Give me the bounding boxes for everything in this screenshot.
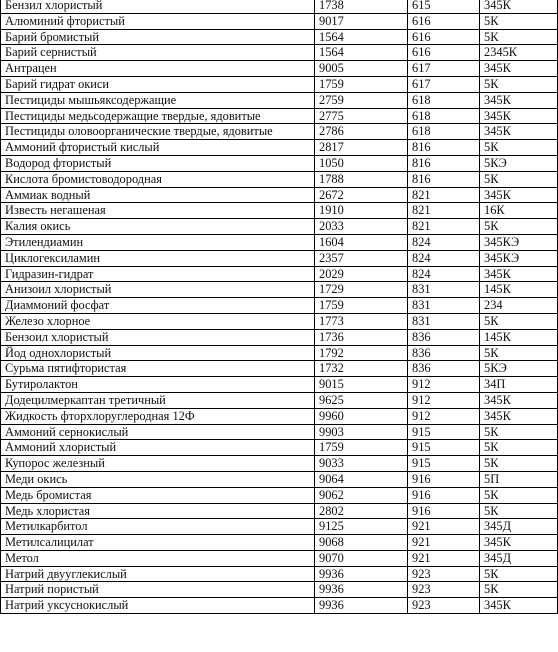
cell-code: 1759 — [315, 76, 408, 92]
cell-group: 831 — [408, 298, 480, 314]
table-row — [1, 124, 558, 140]
cell-code: 1736 — [315, 329, 408, 345]
cell-class: 345КЭ — [480, 234, 558, 250]
cell-class: 345К — [480, 187, 558, 203]
cell-group: 816 — [408, 155, 480, 171]
cell-group: 821 — [408, 219, 480, 235]
table-row — [1, 45, 558, 61]
cell-code: 9062 — [315, 487, 408, 503]
cell-code: 1050 — [315, 155, 408, 171]
table-row — [1, 76, 558, 92]
cell-substance-name: Пестициды оловоорганические твердые, ядовитые — [1, 124, 315, 140]
cell-group: 617 — [408, 76, 480, 92]
cell-substance-name: Бутиролактон — [1, 377, 315, 393]
cell-group: 616 — [408, 29, 480, 45]
cell-code: 9936 — [315, 598, 408, 614]
table-row — [1, 329, 558, 345]
cell-class: 5К — [480, 219, 558, 235]
cell-class: 234 — [480, 298, 558, 314]
cell-substance-name: Пестициды мышьяксодержащие — [1, 92, 315, 108]
cell-code: 9936 — [315, 566, 408, 582]
cell-substance-name: Медь бромистая — [1, 487, 315, 503]
cell-class: 345К — [480, 408, 558, 424]
table-row — [1, 187, 558, 203]
cell-code: 2775 — [315, 108, 408, 124]
cell-code: 2029 — [315, 266, 408, 282]
cell-class: 345КЭ — [480, 250, 558, 266]
cell-code: 2786 — [315, 124, 408, 140]
cell-group: 915 — [408, 456, 480, 472]
cell-group: 921 — [408, 535, 480, 551]
cell-group: 831 — [408, 282, 480, 298]
cell-group: 617 — [408, 61, 480, 77]
cell-code: 2802 — [315, 503, 408, 519]
cell-code: 1604 — [315, 234, 408, 250]
table-row — [1, 503, 558, 519]
cell-class: 5К — [480, 487, 558, 503]
cell-class: 34П — [480, 377, 558, 393]
table-row — [1, 234, 558, 250]
cell-group: 824 — [408, 266, 480, 282]
cell-code: 9033 — [315, 456, 408, 472]
cell-substance-name: Метол — [1, 550, 315, 566]
cell-substance-name: Гидразин-гидрат — [1, 266, 315, 282]
cell-group: 615 — [408, 0, 480, 13]
cell-substance-name: Барий гидрат окиси — [1, 76, 315, 92]
cell-substance-name: Циклогексиламин — [1, 250, 315, 266]
cell-code: 9015 — [315, 377, 408, 393]
cell-substance-name: Аммоний фтористый кислый — [1, 140, 315, 156]
cell-class: 345К — [480, 392, 558, 408]
cell-substance-name: Этилендиамин — [1, 234, 315, 250]
cell-substance-name: Додецилмеркаптан третичный — [1, 392, 315, 408]
table-row — [1, 140, 558, 156]
cell-group: 916 — [408, 471, 480, 487]
table-row — [1, 155, 558, 171]
table-row — [1, 377, 558, 393]
cell-substance-name: Алюминий фтористый — [1, 13, 315, 29]
cell-class: 5КЭ — [480, 361, 558, 377]
table-row — [1, 29, 558, 45]
cell-substance-name: Водород фтористый — [1, 155, 315, 171]
cell-class: 345К — [480, 0, 558, 13]
cell-class: 5К — [480, 313, 558, 329]
cell-code: 1773 — [315, 313, 408, 329]
cell-class: 5К — [480, 424, 558, 440]
cell-class: 145К — [480, 282, 558, 298]
cell-group: 921 — [408, 519, 480, 535]
cell-substance-name: Натрий уксуснокислый — [1, 598, 315, 614]
cell-group: 915 — [408, 440, 480, 456]
table-row — [1, 471, 558, 487]
table-row — [1, 456, 558, 472]
cell-substance-name: Йод однохлористый — [1, 345, 315, 361]
cell-code: 1564 — [315, 29, 408, 45]
cell-group: 831 — [408, 313, 480, 329]
cell-class: 345К — [480, 598, 558, 614]
table-body — [1, 0, 558, 614]
cell-code: 1759 — [315, 440, 408, 456]
table-row — [1, 345, 558, 361]
table-row — [1, 203, 558, 219]
cell-class: 5К — [480, 76, 558, 92]
cell-substance-name: Купорос железный — [1, 456, 315, 472]
cell-substance-name: Аммоний хлористый — [1, 440, 315, 456]
cell-class: 5К — [480, 456, 558, 472]
cell-class: 2345К — [480, 45, 558, 61]
cell-substance-name: Кислота бромистоводородная — [1, 171, 315, 187]
table-row — [1, 108, 558, 124]
cell-class: 145К — [480, 329, 558, 345]
cell-group: 821 — [408, 187, 480, 203]
table-row — [1, 408, 558, 424]
table-row — [1, 92, 558, 108]
cell-class: 5К — [480, 29, 558, 45]
cell-code: 1788 — [315, 171, 408, 187]
cell-substance-name: Аммиак водный — [1, 187, 315, 203]
table-row — [1, 535, 558, 551]
cell-code: 1910 — [315, 203, 408, 219]
cell-group: 912 — [408, 392, 480, 408]
cell-code: 2672 — [315, 187, 408, 203]
cell-group: 912 — [408, 408, 480, 424]
cell-code: 9070 — [315, 550, 408, 566]
cell-class: 345К — [480, 124, 558, 140]
cell-class: 5К — [480, 566, 558, 582]
cell-code: 9125 — [315, 519, 408, 535]
cell-group: 816 — [408, 140, 480, 156]
cell-class: 5КЭ — [480, 155, 558, 171]
cell-group: 916 — [408, 503, 480, 519]
cell-code: 9064 — [315, 471, 408, 487]
cell-group: 836 — [408, 361, 480, 377]
table-row — [1, 13, 558, 29]
cell-group: 816 — [408, 171, 480, 187]
cell-group: 923 — [408, 598, 480, 614]
table-row — [1, 598, 558, 614]
cell-group: 836 — [408, 345, 480, 361]
table-row — [1, 424, 558, 440]
cell-code: 2357 — [315, 250, 408, 266]
cell-class: 5К — [480, 582, 558, 598]
table-row — [1, 566, 558, 582]
cell-substance-name: Аммоний сернокислый — [1, 424, 315, 440]
cell-group: 915 — [408, 424, 480, 440]
cell-group: 921 — [408, 550, 480, 566]
cell-class: 5К — [480, 503, 558, 519]
table-row — [1, 219, 558, 235]
cell-class: 5К — [480, 171, 558, 187]
cell-class: 16К — [480, 203, 558, 219]
cell-substance-name: Жидкость фторхлоруглеродная 12Ф — [1, 408, 315, 424]
cell-substance-name: Натрий двууглекислый — [1, 566, 315, 582]
cell-code: 1732 — [315, 361, 408, 377]
cell-substance-name: Метилсалицилат — [1, 535, 315, 551]
cell-substance-name: Известь негашеная — [1, 203, 315, 219]
cell-group: 923 — [408, 582, 480, 598]
cell-code: 9936 — [315, 582, 408, 598]
cell-substance-name: Калия окись — [1, 219, 315, 235]
cell-class: 5К — [480, 345, 558, 361]
cell-group: 836 — [408, 329, 480, 345]
cell-group: 923 — [408, 566, 480, 582]
cell-substance-name: Сурьма пятифтористая — [1, 361, 315, 377]
cell-substance-name: Натрий пористый — [1, 582, 315, 598]
table-row — [1, 440, 558, 456]
cell-class: 345К — [480, 535, 558, 551]
cell-group: 616 — [408, 13, 480, 29]
cell-code: 2759 — [315, 92, 408, 108]
cell-substance-name: Меди окись — [1, 471, 315, 487]
table-row — [1, 298, 558, 314]
cell-code: 1759 — [315, 298, 408, 314]
table-row — [1, 61, 558, 77]
table-row — [1, 487, 558, 503]
table-row — [1, 361, 558, 377]
cell-group: 824 — [408, 234, 480, 250]
cell-group: 824 — [408, 250, 480, 266]
cell-code: 9903 — [315, 424, 408, 440]
cell-code: 2817 — [315, 140, 408, 156]
table-row — [1, 582, 558, 598]
table-row — [1, 313, 558, 329]
cell-class: 345К — [480, 108, 558, 124]
table-row — [1, 0, 558, 13]
cell-code: 1792 — [315, 345, 408, 361]
cell-substance-name: Диаммоний фосфат — [1, 298, 315, 314]
table-row — [1, 171, 558, 187]
cell-group: 618 — [408, 124, 480, 140]
cell-class: 345К — [480, 266, 558, 282]
table-row — [1, 250, 558, 266]
cell-group: 916 — [408, 487, 480, 503]
cell-substance-name: Метилкарбитол — [1, 519, 315, 535]
cell-class: 345Д — [480, 519, 558, 535]
table-row — [1, 266, 558, 282]
cell-code: 9005 — [315, 61, 408, 77]
cell-code: 1729 — [315, 282, 408, 298]
table-row — [1, 392, 558, 408]
table-row — [1, 550, 558, 566]
cell-group: 618 — [408, 108, 480, 124]
cell-substance-name: Железо хлорное — [1, 313, 315, 329]
cell-substance-name: Медь хлористая — [1, 503, 315, 519]
cell-group: 618 — [408, 92, 480, 108]
cell-code: 2033 — [315, 219, 408, 235]
cell-code: 9960 — [315, 408, 408, 424]
cell-code: 9625 — [315, 392, 408, 408]
cell-class: 5К — [480, 13, 558, 29]
cell-class: 345К — [480, 92, 558, 108]
cell-substance-name: Барий сернистый — [1, 45, 315, 61]
cell-substance-name: Пестициды медьсодержащие твердые, ядовитые — [1, 108, 315, 124]
table-row — [1, 282, 558, 298]
table-row — [1, 519, 558, 535]
cell-substance-name: Бензил хлористый — [1, 0, 315, 13]
cell-class: 5К — [480, 140, 558, 156]
cell-substance-name: Анизоил хлористый — [1, 282, 315, 298]
cell-class: 5П — [480, 471, 558, 487]
cell-class: 345К — [480, 61, 558, 77]
cell-code: 1564 — [315, 45, 408, 61]
cell-group: 616 — [408, 45, 480, 61]
cell-group: 912 — [408, 377, 480, 393]
cell-substance-name: Бензоил хлористый — [1, 329, 315, 345]
cell-class: 345Д — [480, 550, 558, 566]
cell-class: 5К — [480, 440, 558, 456]
cell-substance-name: Барий бромистый — [1, 29, 315, 45]
cell-code: 9017 — [315, 13, 408, 29]
cell-group: 821 — [408, 203, 480, 219]
cell-substance-name: Антрацен — [1, 61, 315, 77]
cell-code: 1738 — [315, 0, 408, 13]
cell-code: 9068 — [315, 535, 408, 551]
